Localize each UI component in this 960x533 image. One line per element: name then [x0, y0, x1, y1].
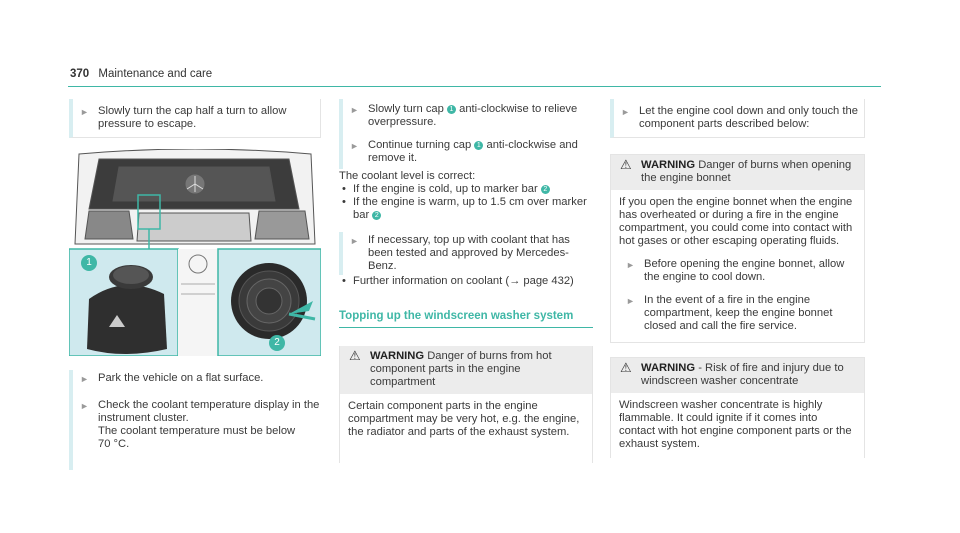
- list-item: [339, 196, 593, 222]
- page-number: 370: [70, 68, 90, 80]
- engine-illustration: [69, 149, 321, 356]
- step-text: Slowly turn cap: [368, 103, 444, 115]
- step-box: [69, 99, 321, 138]
- list-text: If the engine is warm, up to 1.5 cm over marker bar: [353, 196, 587, 221]
- bullet-icon: •: [342, 183, 346, 195]
- warning-box: [610, 154, 865, 343]
- step-text: Park the vehicle on a flat surface.: [98, 372, 264, 384]
- step-box: [339, 232, 593, 275]
- warning-body: Windscreen washer concentrate is highly flammable. It could ignite if it comes into contact with hot engine component parts or the exhaust system.: [619, 399, 852, 450]
- warning-header: [611, 358, 864, 393]
- step-arrow-icon: ►: [80, 374, 89, 384]
- column-3: [610, 99, 865, 472]
- callout-2: 2: [541, 185, 550, 194]
- list-text: If the engine is cold, up to marker bar: [353, 183, 538, 195]
- callout-1: 1: [447, 105, 456, 114]
- step-arrow-icon: ►: [626, 260, 635, 270]
- warning-triangle-icon: ⚠: [349, 348, 361, 363]
- instruction-step: [619, 258, 856, 284]
- page-header: [70, 68, 212, 80]
- step-text: anti-clockwise to relieve overpressure.: [368, 103, 578, 128]
- warning-title: Danger of burns when opening the engine bonnet: [641, 159, 852, 184]
- instruction-step: [73, 372, 321, 385]
- header-divider: [68, 86, 881, 87]
- column-2: [339, 99, 593, 477]
- column-1: [69, 99, 321, 150]
- step-box: [69, 370, 321, 470]
- instruction-step: [614, 105, 864, 131]
- warning-body: Certain component parts in the engine compartment may be very hot, e.g. the engine, the radiator and parts of the exhaust system.: [348, 400, 580, 438]
- section-heading: Topping up the windscreen washer system: [339, 310, 593, 328]
- step-arrow-icon: ►: [80, 401, 89, 411]
- step-text: Slowly turn the cap half a turn to allow pressure to escape.: [98, 105, 287, 130]
- step-arrow-icon: ►: [626, 296, 635, 306]
- step-arrow-icon: ►: [350, 105, 359, 115]
- warning-body: [611, 190, 864, 342]
- step-text: Continue turning cap: [368, 139, 472, 151]
- instruction-step: [343, 139, 593, 165]
- bullet-icon: •: [342, 196, 346, 208]
- warning-header: [340, 346, 592, 394]
- section-title: Maintenance and care: [98, 68, 213, 80]
- level-intro: The coolant level is correct:: [339, 170, 476, 182]
- step-arrow-icon: ►: [350, 141, 359, 151]
- warning-label: WARNING: [370, 350, 425, 362]
- warning-triangle-icon: ⚠: [620, 360, 632, 375]
- list-item: [339, 183, 593, 196]
- step-text: Let the engine cool down and only touch the component parts described below:: [639, 105, 858, 130]
- step-arrow-icon: ►: [80, 107, 89, 117]
- temperature-value: 70 °C.: [98, 438, 130, 450]
- cross-reference: Further information on coolant (→ page 432): [353, 275, 574, 287]
- step-arrow-icon: ►: [621, 107, 630, 117]
- step-note: The coolant temperature must be below: [98, 425, 296, 437]
- warning-label: WARNING: [641, 362, 696, 374]
- callout-1: 1: [81, 255, 97, 271]
- instruction-step: [343, 103, 593, 129]
- step-text: Check the coolant temperature display in the instrument cluster.: [98, 399, 320, 424]
- step-arrow-icon: ►: [350, 236, 359, 246]
- warning-label: WARNING: [641, 159, 696, 171]
- step-box: [339, 99, 593, 169]
- step-text: If necessary, top up with coolant that has been tested and approved by Mercedes-Benz.: [368, 234, 570, 272]
- bullet-icon: •: [342, 275, 346, 287]
- step-box: [610, 99, 865, 138]
- warning-box: [339, 346, 593, 463]
- callout-1: 1: [474, 141, 483, 150]
- warning-title: - Risk of fire and injury due to windscreen washer concentrate: [641, 362, 844, 387]
- instruction-step: [73, 105, 320, 131]
- warning-title: Danger of burns from hot component parts in the engine compartment: [370, 350, 552, 388]
- warning-triangle-icon: ⚠: [620, 157, 632, 172]
- list-item: [339, 275, 593, 288]
- warning-text: If you open the engine bonnet when the engine has overheated or during a fire in the engine compartment, you could come into contact with hot gases or other escaping operating fluids.: [619, 196, 853, 247]
- instruction-step: [73, 399, 321, 451]
- instruction-step: [343, 234, 593, 273]
- callout-2: 2: [372, 211, 381, 220]
- callout-2: 2: [269, 335, 285, 351]
- step-text: anti-clockwise and remove it.: [368, 139, 578, 164]
- warning-header: [611, 155, 864, 190]
- step-text: Before opening the engine bonnet, allow the engine to cool down.: [644, 258, 845, 283]
- column-1-steps: [69, 370, 321, 482]
- step-text: In the event of a fire in the engine compartment, keep the engine bonnet closed and call the fire service.: [644, 294, 833, 332]
- instruction-step: [619, 294, 856, 333]
- engine-compartment-figure: [69, 149, 321, 356]
- warning-box: [610, 357, 865, 458]
